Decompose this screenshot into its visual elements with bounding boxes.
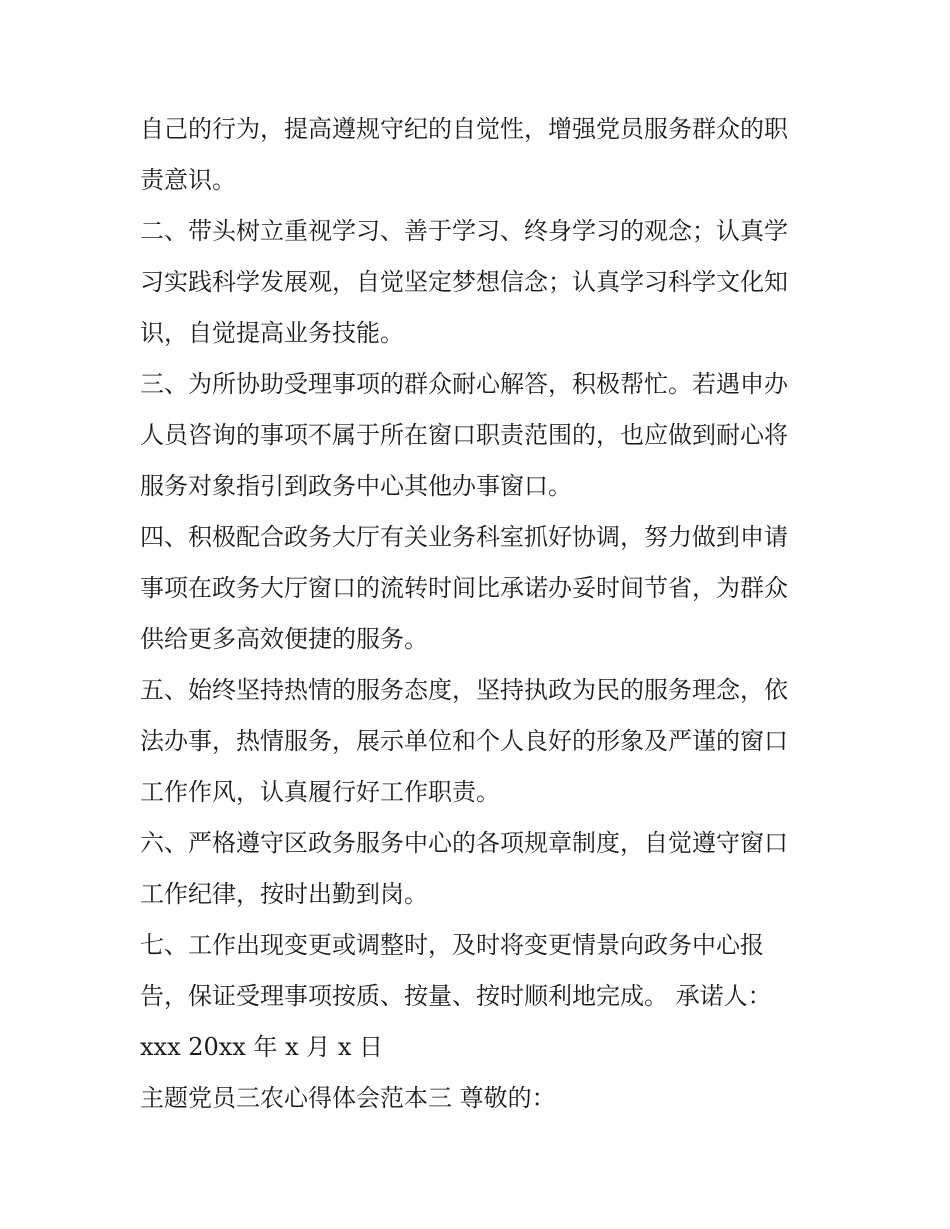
text-line: 识，自觉提高业务技能。	[140, 319, 404, 347]
text-line: 工作作风，认真履行好工作职责。	[140, 778, 500, 806]
text-line: 事项在政务大厅窗口的流转时间比承诺办妥时间节省，为群众	[140, 574, 788, 602]
text-line: 习实践科学发展观，自觉坚定梦想信念；认真学习科学文化知	[140, 268, 788, 296]
text-line: 自己的行为，提高遵规守纪的自觉性，增强党员服务群众的职	[140, 115, 788, 143]
text-line: xxx 20xx 年 x 月 x 日	[140, 1033, 384, 1061]
text-line: 六、严格遵守区政务服务中心的各项规章制度，自觉遵守窗口	[140, 829, 788, 857]
text-line: 责意识。	[140, 166, 236, 194]
text-line: 供给更多高效便捷的服务。	[140, 625, 428, 653]
text-line: 五、始终坚持热情的服务态度，坚持执政为民的服务理念，依	[140, 676, 788, 704]
text-line: 法办事，热情服务，展示单位和个人良好的形象及严谨的窗口	[140, 727, 788, 755]
text-line: 二、带头树立重视学习、善于学习、终身学习的观念；认真学	[140, 217, 788, 245]
text-line: 四、积极配合政务大厅有关业务科室抓好协调，努力做到申请	[140, 523, 788, 551]
text-line: 工作纪律，按时出勤到岗。	[140, 880, 428, 908]
text-line: 服务对象指引到政务中心其他办事窗口。	[140, 472, 572, 500]
body-text	[140, 104, 820, 1124]
text-line: 告，保证受理事项按质、按量、按时顺利地完成。 承诺人：	[140, 982, 772, 1010]
text-line: 人员咨询的事项不属于所在窗口职责范围的，也应做到耐心将	[140, 421, 788, 449]
text-line: 七、工作出现变更或调整时，及时将变更情景向政务中心报	[140, 931, 764, 959]
text-line: 主题党员三农心得体会范本三 尊敬的：	[140, 1084, 556, 1112]
text-line: 三、为所协助受理事项的群众耐心解答，积极帮忙。若遇申办	[140, 370, 788, 398]
